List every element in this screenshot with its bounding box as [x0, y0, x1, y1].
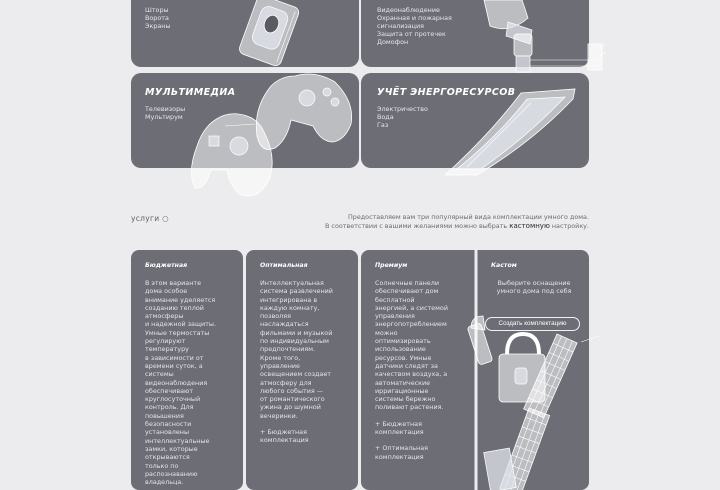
card-title: УЧЁТ ЭНЕРГОРЕСУРСОВ [377, 87, 516, 98]
list-item: сигнализация [377, 22, 425, 30]
service-card-energy[interactable] [361, 73, 589, 168]
text-line: поливают растения. [375, 403, 444, 412]
package-title: Оптимальная [260, 262, 308, 269]
list-item: Мультирум [145, 113, 183, 121]
package-link-budget[interactable]: + Бюджетная [375, 419, 422, 428]
text-line: предпочтениям. [260, 345, 316, 354]
service-list [145, 105, 185, 121]
package-card-optimal[interactable] [246, 250, 358, 490]
text-line: установлены [145, 428, 190, 437]
services-label: услуги ○ [131, 214, 169, 223]
text-line: вечеринки. [260, 411, 298, 420]
text-line: времени суток, а [145, 361, 203, 370]
text-line: контроль. Для [145, 403, 194, 412]
text-line: повышения [145, 411, 184, 420]
text-line: автоматические [375, 378, 431, 387]
text-line: ужина до шумной [260, 403, 321, 412]
text-line: только по [145, 461, 179, 470]
text-line: можно [375, 328, 398, 337]
package-link-budget[interactable]: + Бюджетная [260, 428, 307, 437]
text-line: круглосуточный [145, 395, 201, 404]
text-line: обеспечивают дом [375, 287, 439, 296]
list-item: Экраны [145, 22, 171, 30]
text-line: наслаждаться [260, 320, 309, 329]
text-line: по индивидуальным [260, 337, 329, 346]
package-card-budget[interactable] [131, 250, 243, 490]
text-line: атмосферу для [260, 378, 312, 387]
intro-line [259, 222, 589, 231]
text-line: ресурсов. Умные [375, 353, 432, 362]
text-line: системы [145, 370, 174, 379]
package-title: Премиум [375, 262, 408, 269]
text-line: управления [375, 312, 415, 321]
package-link-budget[interactable]: комплектация [375, 428, 424, 437]
text-line: регулируют [145, 337, 186, 346]
gamepad-illustration [195, 62, 385, 212]
text-line: интегрирована в [260, 295, 318, 304]
text-line: владельца. [145, 478, 184, 487]
service-card-curtains[interactable] [131, 0, 359, 67]
list-item: Видеонаблюдение [377, 6, 440, 14]
package-link-optimal[interactable]: + Оптимальная [375, 444, 428, 453]
text-line: созданию теплой [145, 303, 204, 312]
list-item: Вода [377, 113, 394, 121]
text-line: температуру [145, 345, 189, 354]
text-line: любого события — [260, 386, 324, 395]
package-card-premium[interactable] [361, 250, 589, 490]
package-link-optimal[interactable]: комплектация [375, 452, 424, 461]
card-title: МУЛЬТИМЕДИА [145, 87, 236, 98]
list-item: Шторы [145, 6, 169, 14]
list-item: Охранная и пожарная [377, 14, 452, 22]
text-line: Выберите оснащение [497, 279, 571, 287]
lock-and-solar-illustration [361, 250, 589, 490]
text-line: атмосферы [145, 312, 184, 321]
list-item: Электричество [377, 105, 428, 113]
text-line: оптимизировать [375, 337, 431, 346]
intro-text: настройку. [549, 222, 589, 230]
services-intro [259, 213, 589, 231]
package-title: Бюджетная [145, 262, 188, 269]
text-line: Умные термостаты [145, 328, 210, 337]
text-line: в зависимости от [145, 353, 204, 362]
text-line: система развлечений [260, 287, 333, 296]
text-line: В этом варианте [145, 279, 202, 287]
text-line: системы бережно [375, 395, 436, 404]
text-line: использование [375, 345, 426, 354]
list-item: Газ [377, 121, 389, 129]
list-item: Защита от протечек [377, 30, 446, 38]
text-line: ирригационные [375, 386, 429, 395]
list-item: Ворота [145, 14, 169, 22]
security-camera-illustration [470, 0, 610, 80]
intro-highlight: кастомную [509, 222, 550, 230]
text-line: открываются [145, 453, 190, 462]
text-line: датчики следят за [375, 361, 438, 370]
text-line: дома особое [145, 287, 188, 296]
text-line: распознаванию [145, 469, 198, 478]
text-line: Кроме того, [260, 353, 301, 362]
package-description [145, 279, 216, 486]
text-line: Солнечные панели [375, 279, 439, 287]
text-line: безопасности [145, 420, 192, 429]
text-line: и надежной защиты. [145, 320, 216, 329]
text-line: качеством воздуха, а [375, 370, 448, 379]
text-line: от романтического [260, 395, 325, 404]
package-description [260, 279, 333, 445]
text-line: обеспечивают [145, 386, 194, 395]
text-line: замки, которые [145, 444, 198, 453]
text-line: энергопотреблением [375, 320, 447, 329]
text-line: внимание уделяется [145, 295, 216, 304]
intro-text: В соответствии с вашими желаниями можно выбрать [325, 222, 510, 230]
text-line: видеонаблюдения [145, 378, 208, 387]
intro-line: Предоставляем вам три популярный вида комплектации умного дома. [347, 213, 589, 221]
list-item: Телевизоры [145, 105, 186, 113]
text-line: освещением создает [260, 370, 331, 379]
text-line: умного дома под себя [496, 287, 572, 296]
text-line: энергией, а системой [375, 303, 448, 312]
text-line: Интеллектуальная [260, 279, 324, 287]
text-line: каждую комнату, [260, 303, 320, 312]
text-line: позволяя [260, 312, 291, 321]
create-package-button[interactable]: Создать комплектацию [485, 317, 580, 331]
package-link-budget[interactable]: комплектация [260, 436, 309, 445]
package-title: Кастом [491, 262, 517, 269]
text-line: бесплатной [375, 295, 415, 304]
text-line: фильмами и музыкой [260, 328, 333, 337]
list-item: Домофон [377, 38, 409, 46]
service-list [377, 6, 452, 46]
glass-panel-illustration [361, 73, 589, 168]
smart-switch-illustration [131, 0, 359, 67]
text-line: управление [260, 361, 300, 370]
text-line: интеллектуальные [145, 436, 210, 445]
